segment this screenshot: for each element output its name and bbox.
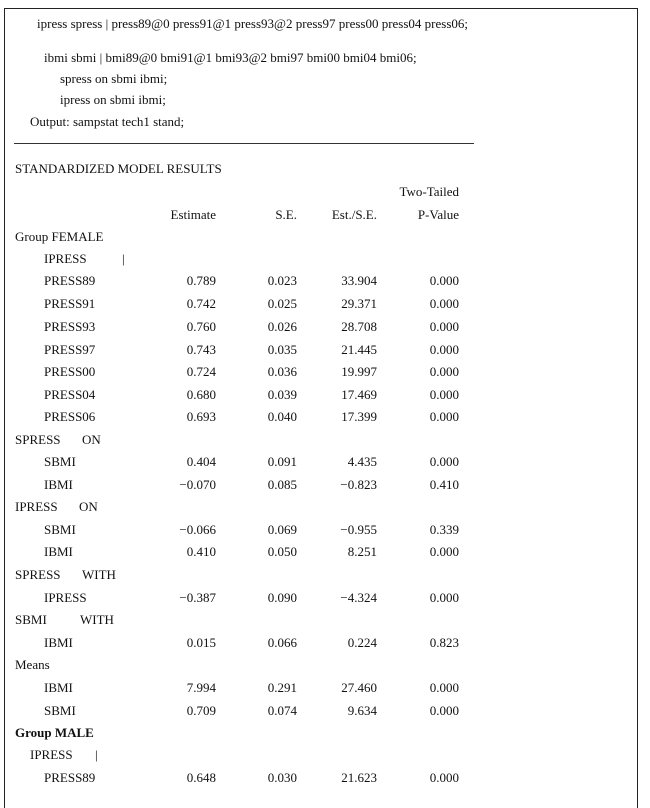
row-pvalue: 0.339 — [429, 522, 459, 537]
row-pvalue: 0.000 — [429, 454, 459, 469]
row-est-se: 17.399 — [341, 409, 377, 424]
table-row — [0, 295, 650, 313]
row-pvalue: 0.000 — [429, 364, 459, 379]
row-se: 0.023 — [267, 273, 297, 288]
table-row — [0, 453, 650, 471]
row-est-se: −0.955 — [340, 522, 377, 537]
syntax-line-1: ipress spress | press89@0 press91@1 press93@2 press97 press00 press04 press06; — [37, 16, 469, 31]
table-row — [0, 702, 650, 720]
row-estimate: 0.709 — [186, 703, 216, 718]
table-row — [0, 476, 650, 494]
row-pvalue: 0.000 — [429, 680, 459, 695]
row-name: SBMI — [44, 522, 76, 537]
header-row-1 — [0, 183, 650, 201]
row-est-se: 0.224 — [347, 635, 377, 650]
header-row-2 — [0, 206, 650, 224]
table-row — [0, 318, 650, 336]
row-est-se: 21.623 — [341, 770, 377, 785]
row-pvalue: 0.000 — [429, 703, 459, 718]
row-name: IBMI — [44, 544, 73, 559]
syntax-line-2: ibmi sbmi | bmi89@0 bmi91@1 bmi93@2 bmi97 bmi00 bmi04 bmi06; — [44, 50, 417, 65]
table-row — [0, 341, 650, 359]
row-se: 0.090 — [267, 590, 297, 605]
row-estimate: 0.693 — [186, 409, 216, 424]
row-se: 0.085 — [267, 477, 297, 492]
row-pvalue: 0.000 — [429, 387, 459, 402]
row-pvalue: 0.000 — [429, 296, 459, 311]
row-est-se: 33.904 — [341, 273, 377, 288]
row-estimate: 0.760 — [186, 319, 216, 334]
row-pvalue: 0.823 — [429, 635, 459, 650]
row-estimate: −0.066 — [179, 522, 216, 537]
sbmi-with-keyword: WITH — [80, 612, 114, 627]
row-se: 0.036 — [267, 364, 297, 379]
row-est-se: 4.435 — [347, 454, 377, 469]
row-est-se: 27.460 — [341, 680, 377, 695]
row-est-se: 19.997 — [341, 364, 377, 379]
spress-on-label: SPRESS — [15, 432, 61, 447]
row-name: SBMI — [44, 454, 76, 469]
table-row — [0, 679, 650, 697]
group-male-row — [0, 724, 650, 742]
row-se: 0.291 — [267, 680, 297, 695]
row-name: PRESS93 — [44, 319, 96, 334]
sbmi-with-label: SBMI — [15, 612, 47, 627]
syntax-line-4: ipress on sbmi ibmi; — [60, 92, 166, 107]
row-estimate: 0.404 — [186, 454, 216, 469]
group-female-label: Group FEMALE — [15, 229, 104, 244]
header-estimate: Estimate — [170, 207, 216, 222]
row-estimate: 7.994 — [186, 680, 216, 695]
row-est-se: 28.708 — [341, 319, 377, 334]
separator-rule — [14, 143, 474, 144]
male-ipress-block-sep: | — [95, 747, 98, 762]
header-two-tailed: Two-Tailed — [399, 184, 459, 199]
table-row — [0, 634, 650, 652]
ipress-block-row — [0, 250, 650, 268]
row-name: IPRESS — [44, 590, 87, 605]
row-estimate: 0.742 — [186, 296, 216, 311]
means-row — [0, 656, 650, 674]
row-est-se: 21.445 — [341, 342, 377, 357]
spress-with-keyword: WITH — [82, 567, 116, 582]
row-estimate: 0.648 — [186, 770, 216, 785]
ipress-block-label: IPRESS — [44, 251, 87, 266]
table-row — [0, 408, 650, 426]
table-row — [0, 543, 650, 561]
table-row — [0, 521, 650, 539]
row-se: 0.050 — [267, 544, 297, 559]
row-pvalue: 0.000 — [429, 273, 459, 288]
row-se: 0.074 — [267, 703, 297, 718]
row-name: IBMI — [44, 635, 73, 650]
sbmi-with-row — [0, 611, 650, 629]
header-se: S.E. — [275, 207, 297, 222]
ipress-on-keyword: ON — [79, 499, 98, 514]
row-se: 0.039 — [267, 387, 297, 402]
male-ipress-block-label: IPRESS — [30, 747, 73, 762]
row-se: 0.069 — [267, 522, 297, 537]
group-male-label: Group MALE — [15, 725, 94, 740]
row-se: 0.025 — [267, 296, 297, 311]
row-pvalue: 0.000 — [429, 319, 459, 334]
row-estimate: −0.070 — [179, 477, 216, 492]
row-est-se: 9.634 — [347, 703, 377, 718]
row-se: 0.091 — [267, 454, 297, 469]
ipress-on-label: IPRESS — [15, 499, 58, 514]
row-name: PRESS89 — [44, 273, 96, 288]
ipress-block-sep: | — [122, 251, 125, 266]
row-estimate: 0.789 — [186, 273, 216, 288]
row-se: 0.040 — [267, 409, 297, 424]
row-name: IBMI — [44, 477, 73, 492]
row-est-se: 29.371 — [341, 296, 377, 311]
spress-on-row — [0, 431, 650, 449]
row-est-se: 17.469 — [341, 387, 377, 402]
header-est-se: Est./S.E. — [331, 207, 377, 222]
row-name: PRESS89 — [44, 770, 96, 785]
row-name: IBMI — [44, 680, 73, 695]
row-name: PRESS91 — [44, 296, 96, 311]
table-row — [0, 386, 650, 404]
row-pvalue: 0.000 — [429, 544, 459, 559]
row-estimate: 0.410 — [186, 544, 216, 559]
results-title-row — [0, 160, 650, 178]
syntax-line-3: spress on sbmi ibmi; — [60, 71, 168, 86]
row-se: 0.026 — [267, 319, 297, 334]
row-est-se: −0.823 — [340, 477, 377, 492]
row-se: 0.035 — [267, 342, 297, 357]
spress-with-row — [0, 566, 650, 584]
row-estimate: 0.680 — [186, 387, 216, 402]
row-name: PRESS00 — [44, 364, 96, 379]
row-se: 0.030 — [267, 770, 297, 785]
table-row — [0, 363, 650, 381]
table-row — [0, 272, 650, 290]
row-name: PRESS04 — [44, 387, 96, 402]
male-ipress-block-row — [0, 746, 650, 764]
row-estimate: 0.015 — [186, 635, 216, 650]
row-name: PRESS06 — [44, 409, 96, 424]
row-pvalue: 0.000 — [429, 770, 459, 785]
row-pvalue: 0.000 — [429, 590, 459, 605]
row-pvalue: 0.000 — [429, 342, 459, 357]
table-row — [0, 769, 650, 787]
spress-on-keyword: ON — [82, 432, 101, 447]
row-estimate: 0.724 — [186, 364, 216, 379]
row-name: SBMI — [44, 703, 76, 718]
header-pvalue: P-Value — [417, 207, 459, 222]
row-estimate: −0.387 — [179, 590, 216, 605]
row-est-se: 8.251 — [347, 544, 377, 559]
row-estimate: 0.743 — [186, 342, 216, 357]
ipress-on-row — [0, 498, 650, 516]
row-se: 0.066 — [267, 635, 297, 650]
results-title: STANDARDIZED MODEL RESULTS — [15, 161, 222, 176]
row-pvalue: 0.000 — [429, 409, 459, 424]
syntax-line-5: Output: sampstat tech1 stand; — [30, 114, 185, 129]
means-label: Means — [15, 657, 50, 672]
row-est-se: −4.324 — [340, 590, 377, 605]
table-row — [0, 589, 650, 607]
row-name: PRESS97 — [44, 342, 96, 357]
spress-with-label: SPRESS — [15, 567, 61, 582]
group-female-row — [0, 228, 650, 246]
row-pvalue: 0.410 — [429, 477, 459, 492]
